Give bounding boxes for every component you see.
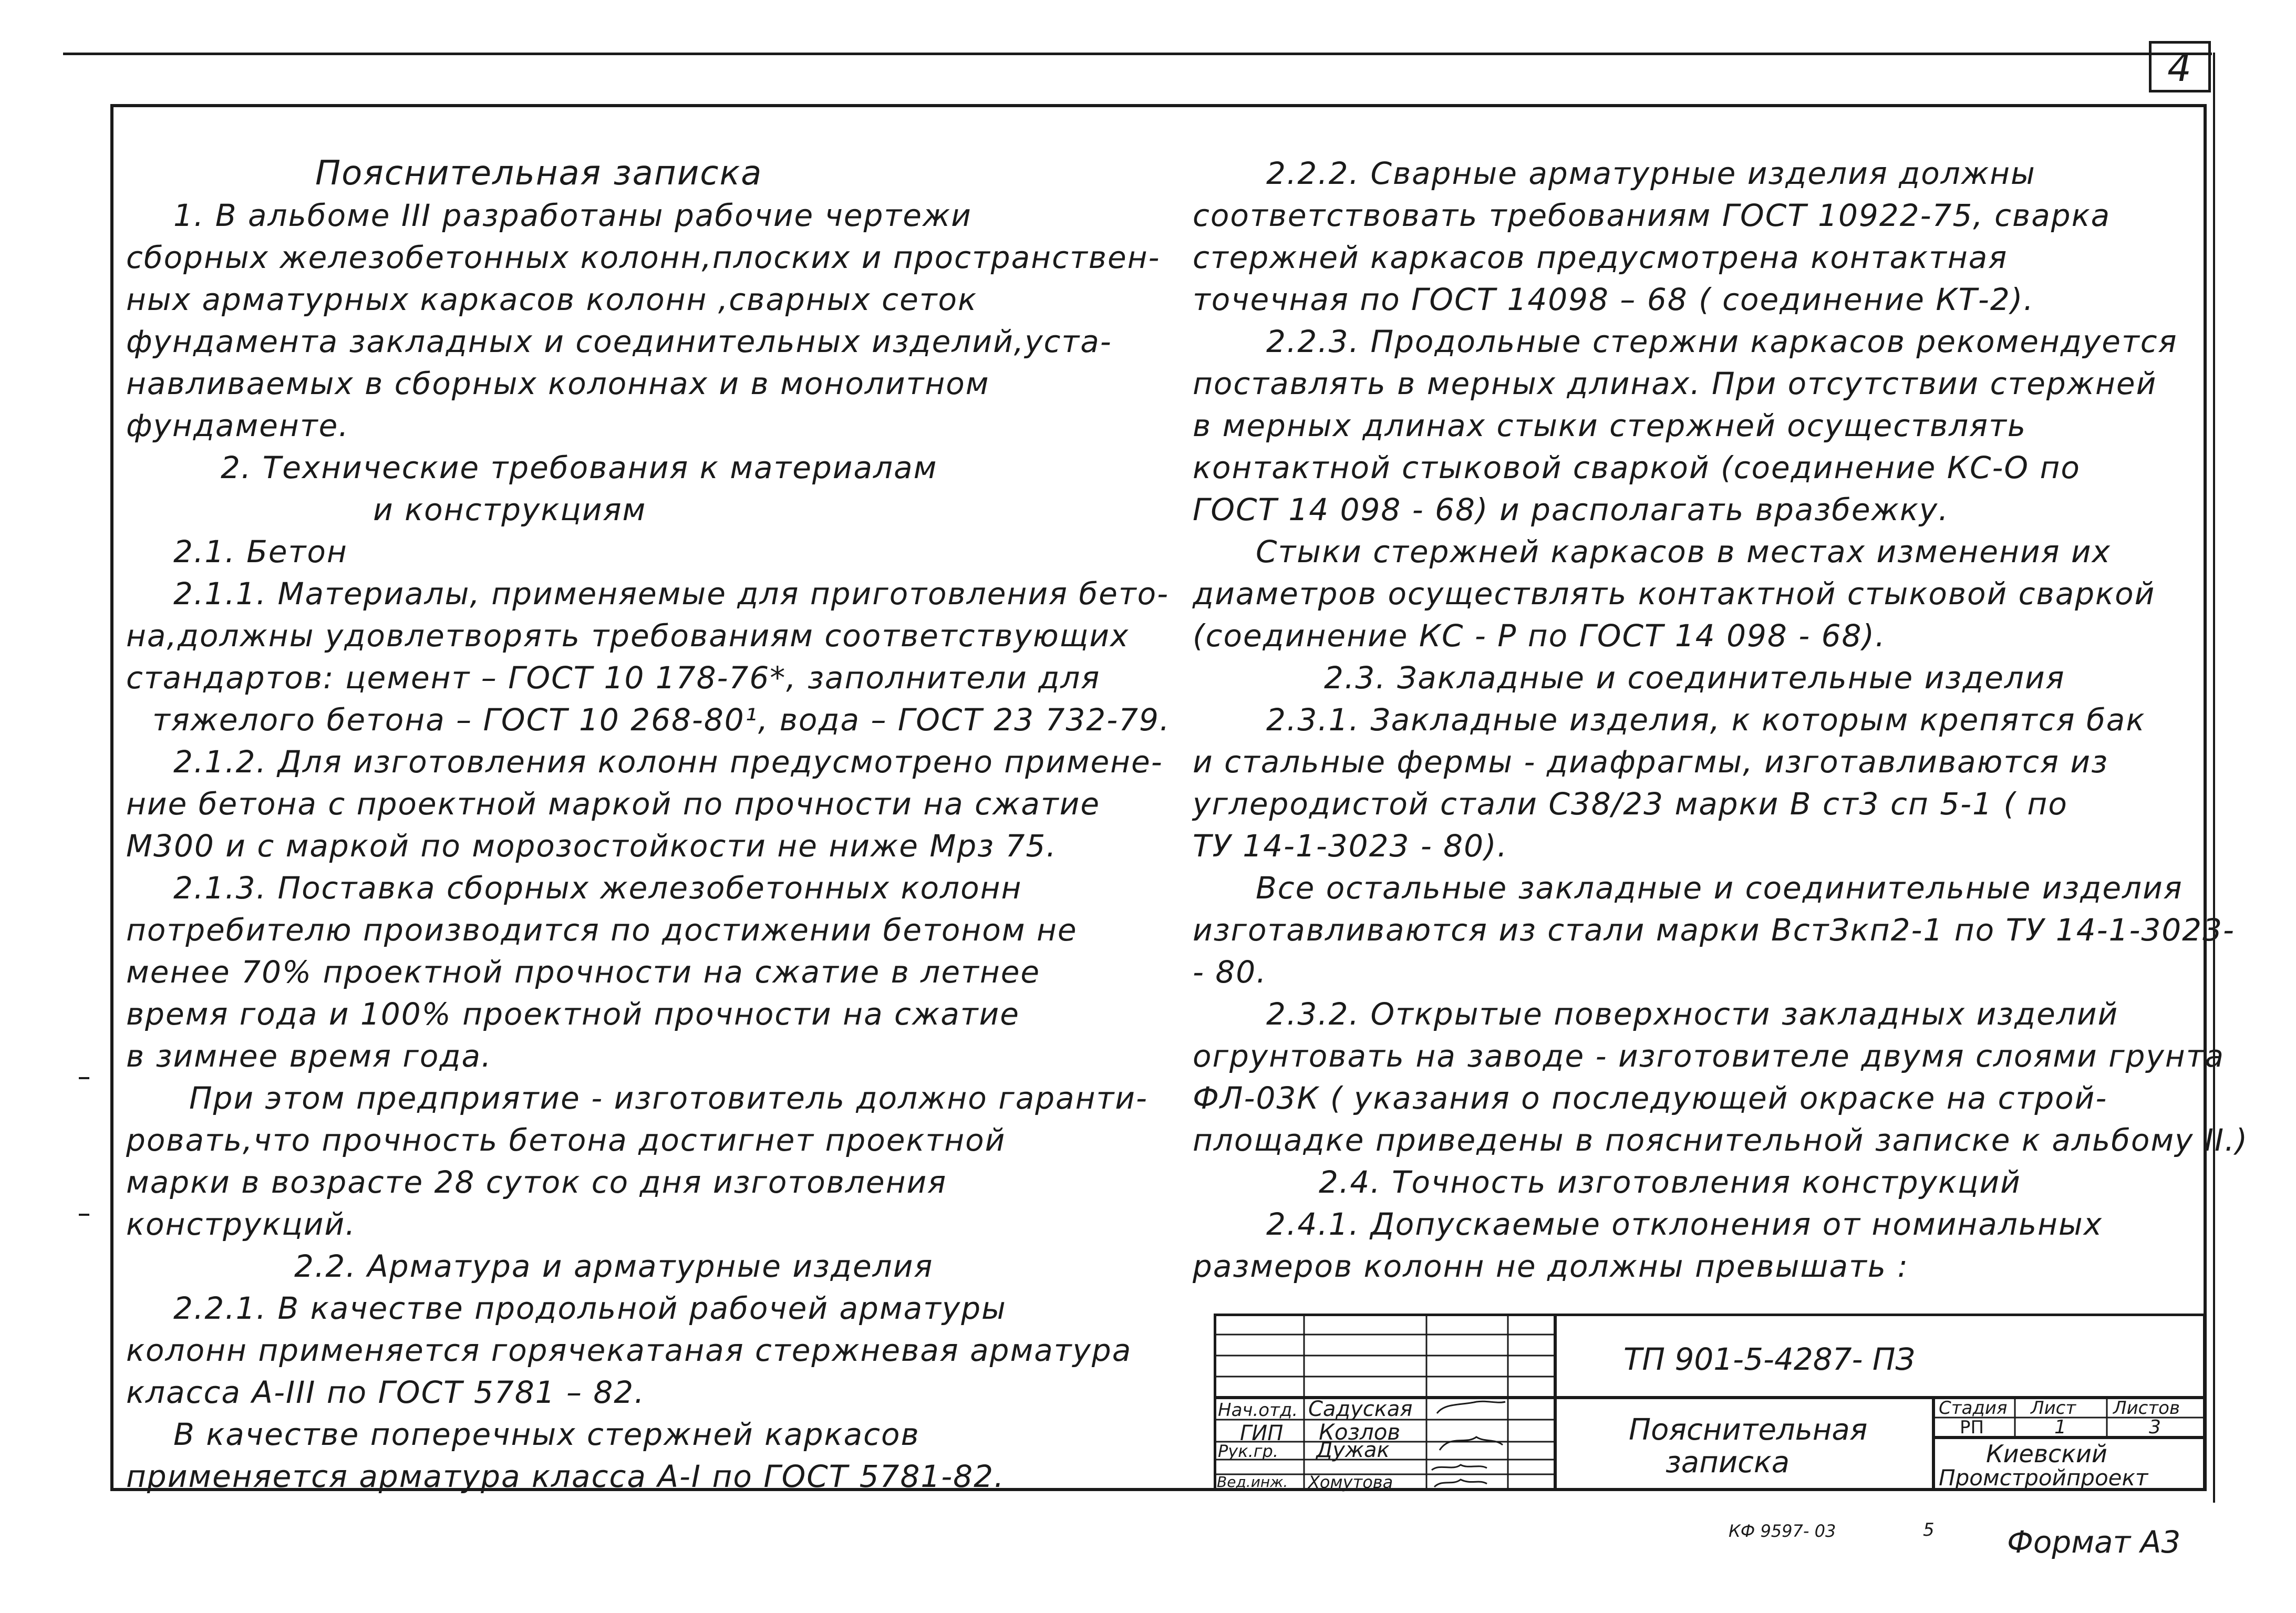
text-line: и стальные фермы - диафрагмы, изготавливаются из bbox=[1193, 744, 2108, 780]
page-number: 4 bbox=[2167, 46, 2192, 90]
text-line: ТУ 14-1-3023 - 80). bbox=[1193, 828, 1508, 864]
text-line: Все остальные закладные и соединительные изделия bbox=[1256, 870, 2183, 906]
text-line: марки в возрасте 28 суток со дня изготовления bbox=[126, 1164, 947, 1200]
text-line: контактной стыковой сваркой (соединение КС-О по bbox=[1193, 450, 2081, 485]
text-line: конструкций. bbox=[126, 1206, 356, 1242]
text-line: ГОСТ 14 098 - 68) и располагать вразбежку. bbox=[1193, 492, 1949, 528]
sheet-header: Лист bbox=[2031, 1398, 2076, 1419]
text-line: стандартов: цемент – ГОСТ 10 178-76*, заполнители для bbox=[126, 660, 1101, 696]
text-line: ровать,что прочность бетона достигнет проектной bbox=[126, 1122, 1006, 1158]
role-head-of-dept: Нач.отд. bbox=[1218, 1400, 1298, 1421]
text-line: ных арматурных каркасов колонн ,сварных сеток bbox=[126, 282, 978, 317]
name-chief-engineer: Козлов bbox=[1319, 1419, 1401, 1445]
text-line: площадке приведены в пояснительной записке к альбому II.) bbox=[1193, 1122, 2249, 1158]
text-line: менее 70% проектной прочности на сжатие в летнее bbox=[126, 954, 1041, 990]
name-lead-engineer: Хомутова bbox=[1308, 1472, 1393, 1492]
role-group-lead: Рук.гр. bbox=[1218, 1441, 1279, 1461]
text-line: в зимнее время года. bbox=[126, 1038, 492, 1074]
text-line: поставлять в мерных длинах. При отсутствии стержней bbox=[1193, 366, 2157, 401]
text-line: 2.2.2. Сварные арматурные изделия должны bbox=[1266, 156, 2036, 191]
text-line: углеродистой стали С38/23 марки В ст3 сп 5-1 ( по bbox=[1193, 786, 2068, 822]
text-line: размеров колонн не должны превышать : bbox=[1193, 1248, 1909, 1284]
text-line: фундаменте. bbox=[126, 408, 349, 443]
right-text-column bbox=[1193, 152, 2249, 1284]
text-line: При этом предприятие - изготовитель должно гаранти- bbox=[189, 1080, 1148, 1116]
text-line: 2.2.1. В качестве продольной рабочей арматуры bbox=[173, 1290, 1007, 1326]
text-line: колонн применяется горячекатаная стержневая арматура bbox=[126, 1332, 1132, 1368]
text-line: 1. В альбоме III разработаны рабочие чертежи bbox=[173, 198, 972, 233]
sheet-value: 1 bbox=[2054, 1416, 2066, 1438]
text-line: (соединение КС - Р по ГОСТ 14 098 - 68). bbox=[1193, 618, 1886, 654]
text-line: огрунтовать на заводе - изготовителе двумя слоями грунта bbox=[1193, 1038, 2225, 1074]
role-chief-engineer: ГИП bbox=[1240, 1421, 1284, 1445]
text-line: 2.1.3. Поставка сборных железобетонных колонн bbox=[173, 870, 1022, 906]
text-line: фундамента закладных и соединительных изделий,уста- bbox=[126, 324, 1112, 359]
section-heading: 2.1. Бетон bbox=[173, 534, 348, 570]
text-line: на,должны удовлетворять требованиям соответствующих bbox=[126, 618, 1130, 654]
text-line: сборных железобетонных колонн,плоских и пространствен- bbox=[126, 240, 1161, 275]
stage-header: Стадия bbox=[1939, 1398, 2008, 1419]
sheets-header: Листов bbox=[2113, 1398, 2180, 1419]
role-lead-engineer: Вед.инж. bbox=[1217, 1473, 1288, 1491]
heading-explanatory-note: Пояснительная записка bbox=[315, 154, 763, 193]
text-line: М300 и с маркой по морозостойкости не ниже Мрз 75. bbox=[126, 828, 1057, 864]
section-heading: 2.2. Арматура и арматурные изделия bbox=[294, 1248, 934, 1284]
sheets-value: 3 bbox=[2149, 1416, 2161, 1438]
section-heading: 2. Технические требования к материалам bbox=[221, 450, 938, 485]
margin-tick-2 bbox=[79, 1214, 89, 1216]
text-line: тяжелого бетона – ГОСТ 10 268-80¹, вода – ГОСТ 23 732-79. bbox=[152, 702, 1171, 738]
left-text-column bbox=[126, 152, 1171, 1494]
copy-number: 5 bbox=[1923, 1519, 1935, 1540]
text-line: 2.1.2. Для изготовления колонн предусмотрено примене- bbox=[173, 744, 1163, 780]
organization-line-1: Киевский bbox=[1986, 1440, 2107, 1468]
outer-right-line bbox=[2213, 53, 2215, 1503]
title-line-2: записка bbox=[1666, 1445, 1790, 1480]
text-line: 2.2.3. Продольные стержни каркасов рекомендуется bbox=[1266, 324, 2178, 359]
text-line: навливаемых в сборных колоннах и в монолитном bbox=[126, 366, 990, 401]
text-line: ФЛ-03К ( указания о последующей окраске на строй- bbox=[1193, 1080, 2108, 1116]
frame-right-line bbox=[2204, 104, 2207, 1491]
section-heading: 2.3. Закладные и соединительные изделия bbox=[1324, 660, 2065, 696]
title-line-1: Пояснительная bbox=[1629, 1413, 1868, 1447]
document-code: ТП 901-5-4287- ПЗ bbox=[1623, 1341, 1915, 1377]
frame-top-line bbox=[110, 104, 2207, 107]
text-line: применяется арматура класса А-I по ГОСТ 5781-82. bbox=[126, 1459, 1005, 1494]
text-line: стержней каркасов предусмотрена контактная bbox=[1193, 240, 2008, 275]
top-border-line bbox=[63, 53, 2212, 55]
text-line: 2.3.2. Открытые поверхности закладных изделий bbox=[1266, 996, 2119, 1032]
margin-tick-1 bbox=[79, 1077, 89, 1079]
stage-value: РП bbox=[1960, 1417, 1984, 1438]
text-line: В качестве поперечных стержней каркасов bbox=[173, 1416, 920, 1452]
text-line: класса А-III по ГОСТ 5781 – 82. bbox=[126, 1374, 645, 1410]
text-line: - 80. bbox=[1193, 954, 1267, 990]
text-line: точечная по ГОСТ 14098 – 68 ( соединение КТ-2). bbox=[1193, 282, 2034, 317]
text-line: соответствовать требованиям ГОСТ 10922-75, сварка bbox=[1193, 198, 2111, 233]
text-line: время года и 100% проектной прочности на сжатие bbox=[126, 996, 1020, 1032]
text-line: потребителю производится по достижении бетоном не bbox=[126, 912, 1078, 948]
title-block bbox=[1214, 1314, 2207, 1491]
text-line: изготавливаются из стали марки ВстЗкп2-1 по ТУ 14-1-3023- bbox=[1193, 912, 2235, 948]
text-line: диаметров осуществлять контактной стыковой сваркой bbox=[1193, 576, 2156, 612]
text-line: Стыки стержней каркасов в местах изменения их bbox=[1256, 534, 2111, 570]
text-line: в мерных длинах стыки стержней осуществлять bbox=[1193, 408, 2027, 443]
name-group-lead: Дужак bbox=[1316, 1438, 1390, 1462]
page-number-box bbox=[2149, 41, 2211, 92]
text-line: 2.3.1. Закладные изделия, к которым крепятся бак bbox=[1266, 702, 2146, 738]
text-line: ние бетона с проектной маркой по прочности на сжатие bbox=[126, 786, 1100, 822]
organization-line-2: Промстройпроект bbox=[1939, 1465, 2148, 1491]
frame-left-line bbox=[110, 104, 113, 1491]
format-label: Формат А3 bbox=[2007, 1524, 2181, 1560]
section-heading: и конструкциям bbox=[373, 492, 647, 528]
name-head-of-dept: Садуская bbox=[1308, 1397, 1413, 1421]
text-line: 2.1.1. Материалы, применяемые для приготовления бето- bbox=[173, 576, 1170, 612]
archive-number: КФ 9597- 03 bbox=[1729, 1521, 1836, 1541]
section-heading: 2.4. Точность изготовления конструкций bbox=[1319, 1164, 2021, 1200]
text-line: 2.4.1. Допускаемые отклонения от номинальных bbox=[1266, 1206, 2103, 1242]
